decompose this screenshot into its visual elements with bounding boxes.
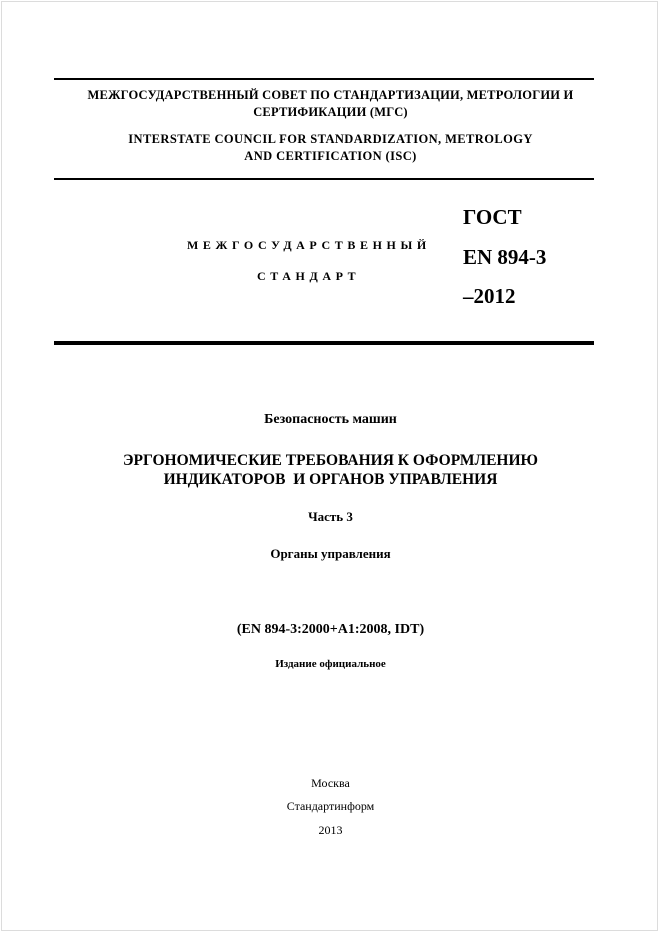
council-en-line1: INTERSTATE COUNCIL FOR STANDARDIZATION, METROLOGY bbox=[128, 132, 533, 146]
document-reference: (EN 894-3:2000+A1:2008, IDT) bbox=[236, 622, 425, 637]
designation-number: EN 894-3 bbox=[463, 245, 547, 269]
imprint-publisher: Стандартинформ bbox=[286, 799, 375, 813]
middle-rule bbox=[54, 178, 594, 180]
document-subject: Безопасность машин bbox=[264, 412, 397, 427]
council-name-ru bbox=[0, 87, 661, 121]
top-rule bbox=[54, 78, 594, 80]
designation-year: –2012 bbox=[463, 284, 516, 308]
standard-type-line2: СТАНДАРТ bbox=[257, 269, 361, 283]
document-title bbox=[0, 451, 661, 489]
imprint-year: 2013 bbox=[318, 823, 343, 837]
council-name-en bbox=[0, 131, 661, 165]
title-line2: ИНДИКАТОРОВ И ОРГАНОВ УПРАВЛЕНИЯ bbox=[163, 471, 498, 488]
document-part: Часть 3 bbox=[308, 509, 353, 524]
designation-gost: ГОСТ bbox=[463, 205, 522, 229]
thick-rule bbox=[54, 341, 594, 345]
standard-type-line1: МЕЖГОСУДАРСТВЕННЫЙ bbox=[187, 238, 431, 252]
document-subtitle: Органы управления bbox=[270, 546, 391, 561]
edition-label: Издание официальное bbox=[275, 658, 386, 670]
council-en-line2: AND CERTIFICATION (ISC) bbox=[244, 149, 417, 163]
title-line1: ЭРГОНОМИЧЕСКИЕ ТРЕБОВАНИЯ К ОФОРМЛЕНИЮ bbox=[123, 452, 538, 469]
council-ru-line1: МЕЖГОСУДАРСТВЕННЫЙ СОВЕТ ПО СТАНДАРТИЗАЦИИ, МЕТРОЛОГИИ И bbox=[87, 88, 574, 102]
imprint-city: Москва bbox=[311, 776, 350, 790]
council-ru-line2: СЕРТИФИКАЦИИ (МГС) bbox=[253, 105, 408, 119]
